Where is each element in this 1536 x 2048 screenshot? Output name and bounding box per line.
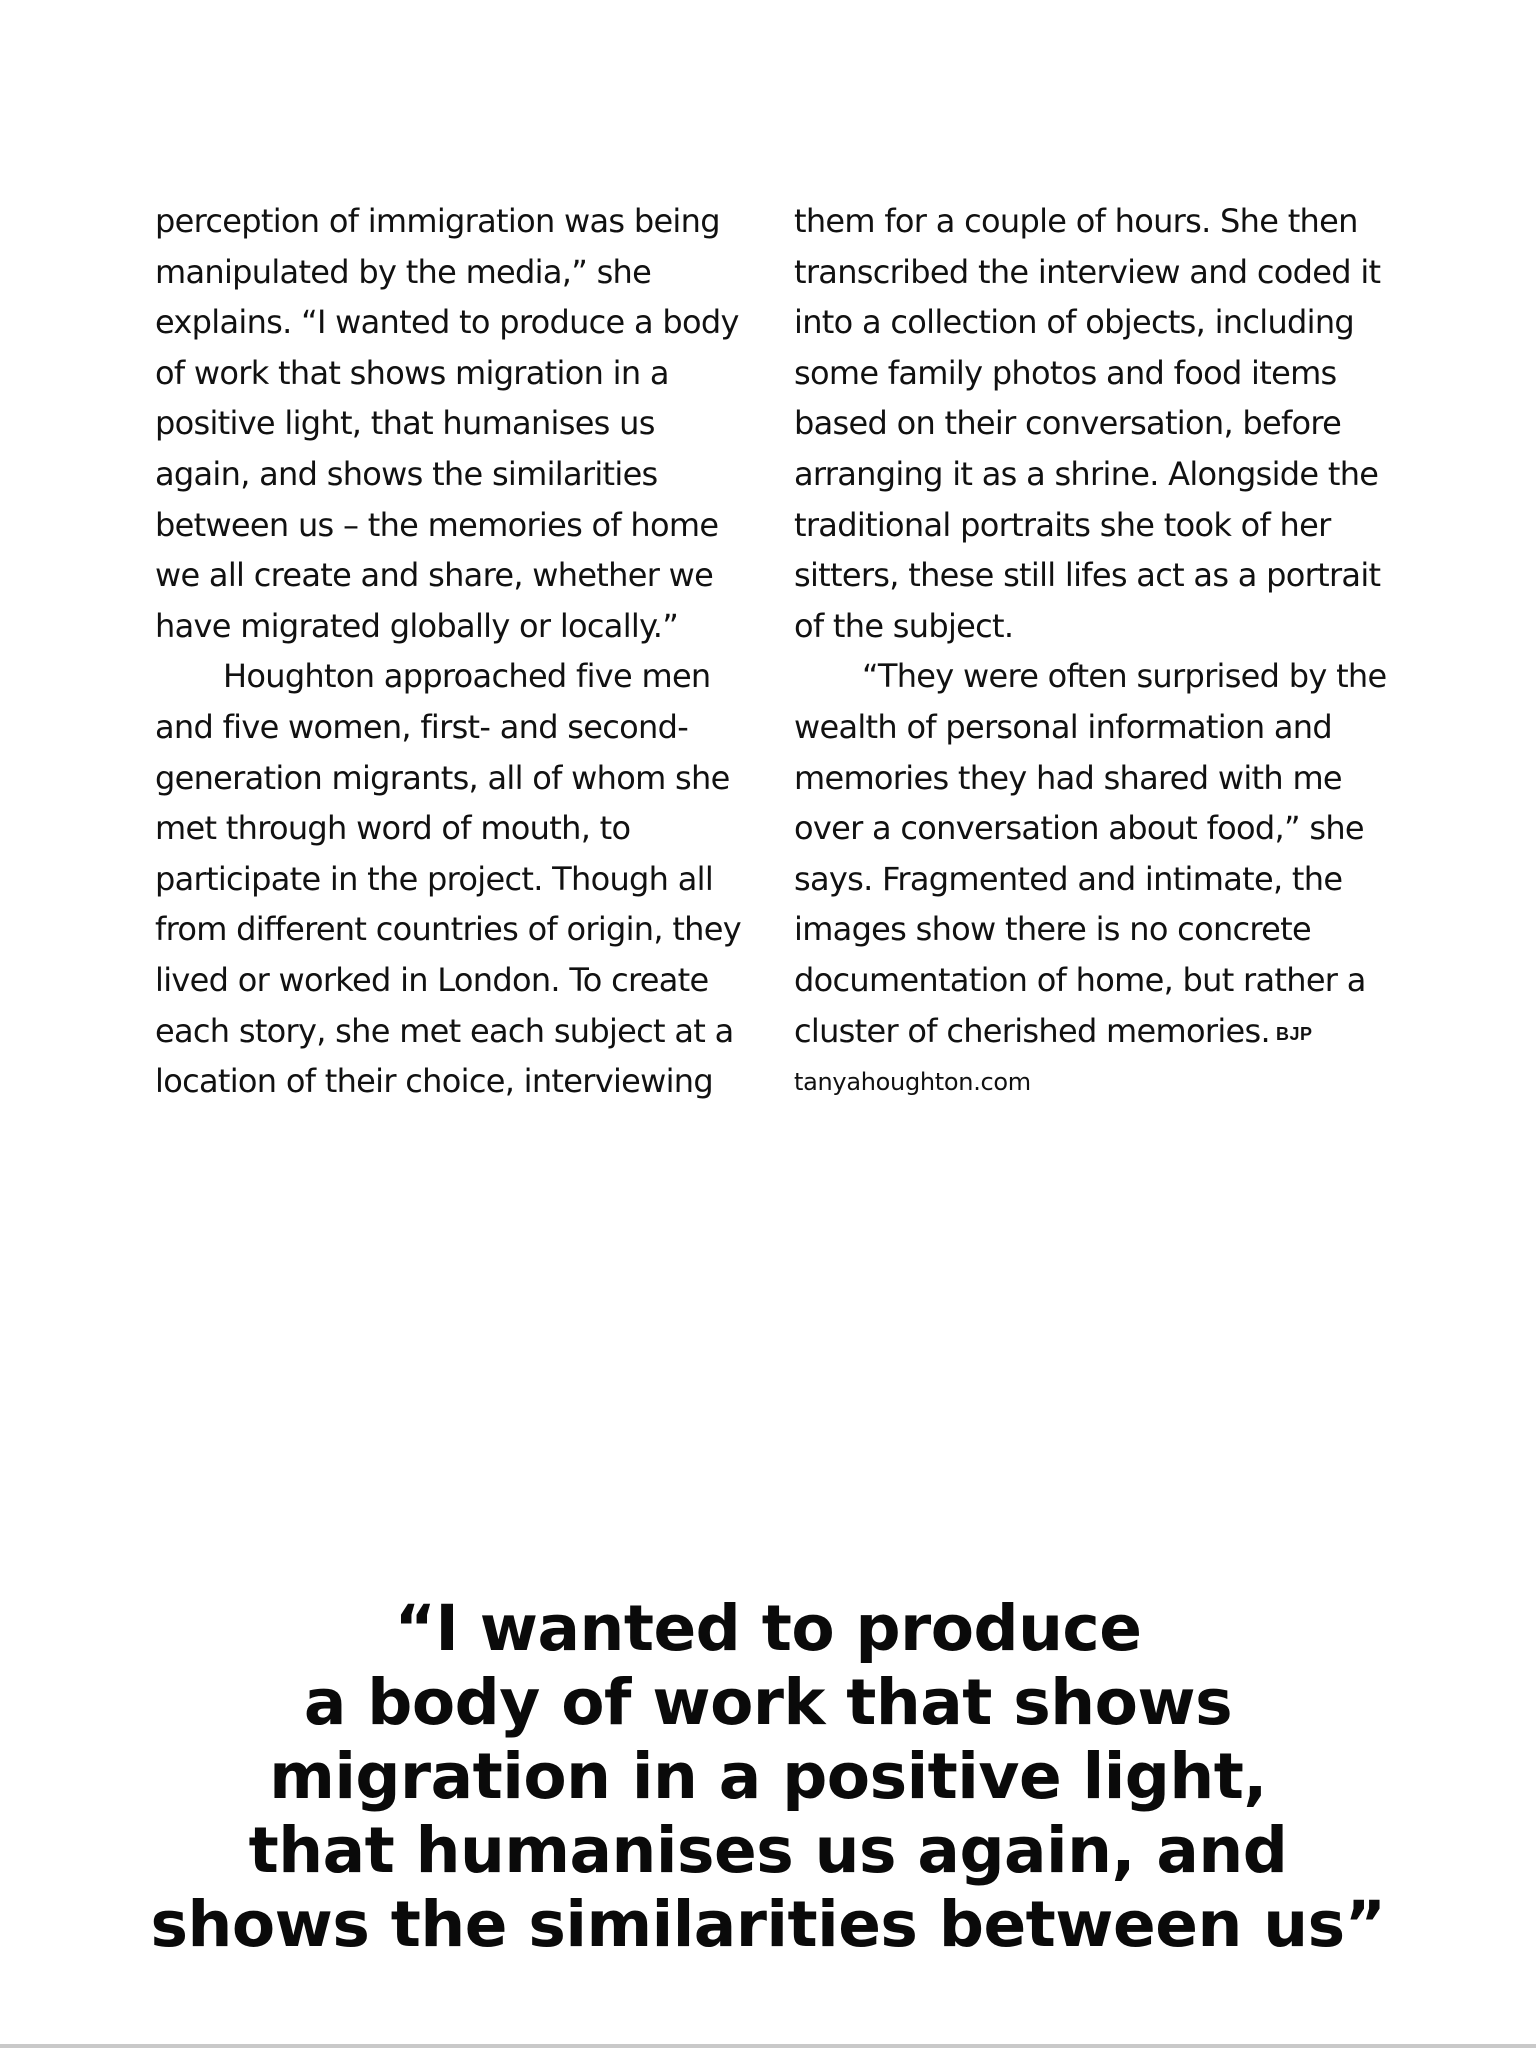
pull-quote bbox=[0, 1592, 1536, 1962]
left-text-column bbox=[155, 196, 755, 1107]
bjp-signoff: BJP bbox=[1275, 1023, 1313, 1044]
body-paragraph: Houghton approached five men and five women, first- and second-generation migrants, all of whom she met through word of mouth, to participate in the project. Though all from different countries of origin, they lived or worked in London. To create each story, she met each subject at a location of their choice, interviewing bbox=[155, 657, 741, 1101]
pull-quote-line: a body of work that shows bbox=[303, 1666, 1233, 1739]
body-paragraph-text: “They were often surprised by the wealth of personal information and memories they had shared with me over a conversation about food,” she says. Fragmented and intimate, the images show there is no concrete documentation of home, but rather a cluster of cherished memories. bbox=[794, 657, 1387, 1050]
body-paragraph: perception of immigration was being manipulated by the media,” she explains. “I wanted to produce a body of work that shows migration in a positive light, that humanises us again, and shows the similarities between us – the memories of home we all create and share, whether we have migrated globally or locally.” bbox=[155, 202, 739, 645]
pull-quote-line: migration in a positive light, bbox=[269, 1740, 1267, 1813]
pull-quote-line: shows the similarities between us” bbox=[150, 1888, 1386, 1961]
right-text-column bbox=[794, 196, 1404, 1105]
body-paragraph-final bbox=[794, 651, 1404, 1059]
pull-quote-line: that humanises us again, and bbox=[248, 1814, 1288, 1887]
website-link[interactable]: tanyahoughton.com bbox=[794, 1068, 1031, 1097]
pull-quote-line: “I wanted to produce bbox=[394, 1592, 1142, 1665]
body-paragraph: them for a couple of hours. She then transcribed the interview and coded it into a collection of objects, including some family photos and food items based on their conversation, before arranging it as a shrine. Alongside the traditional portraits she took of her sitters, these still lifes act as a portrait of the subject. bbox=[794, 202, 1381, 645]
bottom-divider bbox=[0, 2044, 1536, 2048]
